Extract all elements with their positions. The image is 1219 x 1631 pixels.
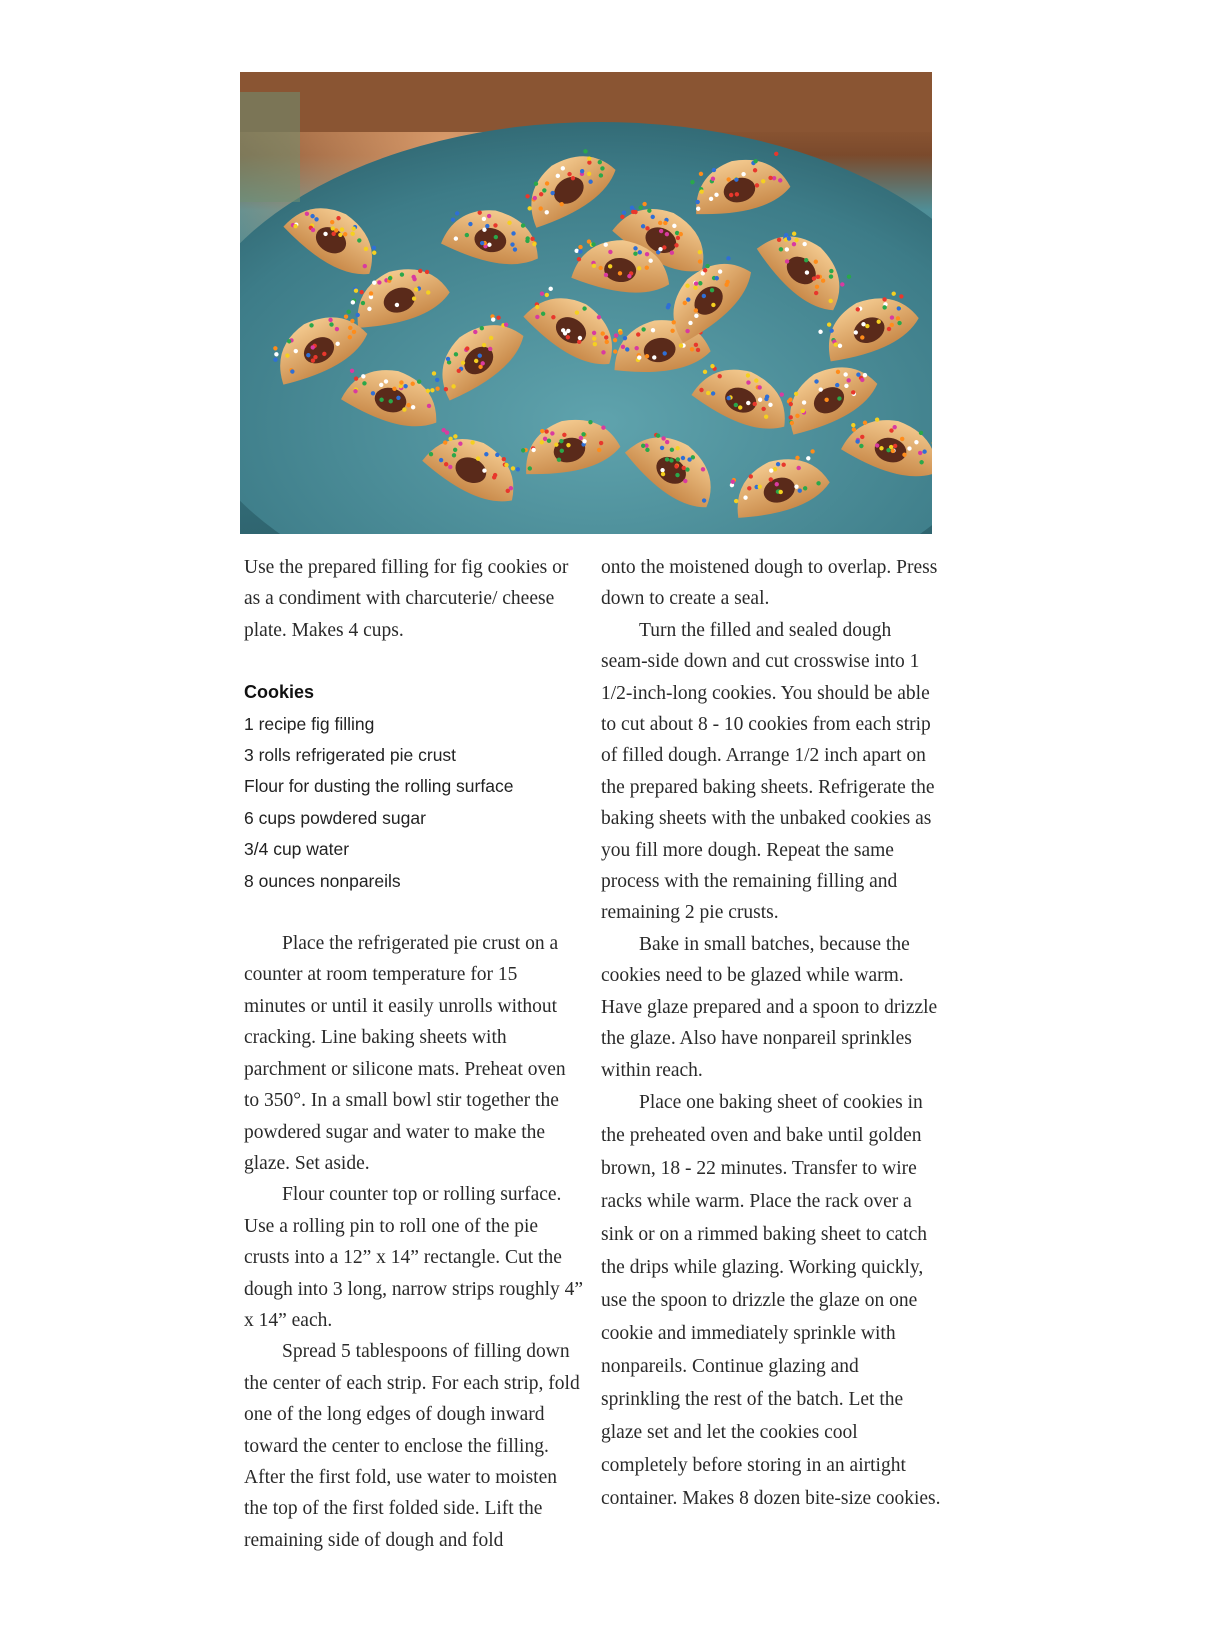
ingredient-item: 1 recipe fig filling xyxy=(244,713,375,734)
instruction-paragraph: Bake in small batches, because the cookies need to be glazed while warm. Have glaze prepared and a spoon to drizzle the glaze. Also have nonpareil sprinkles within reach. xyxy=(601,933,938,1081)
ingredient-item: 3/4 cup water xyxy=(244,839,350,860)
instruction-paragraph: Place one baking sheet of cookies in the preheated oven and bake until golden brown, 18 - 22 minutes. Transfer to wire racks while warm. Place the rack over a sink or on a rimmed baking sheet to catch the drips while glazing. Working quickly, use the spoon to drizzle the glaze on one cookie and immediately sprinkle with nonpareils. Continue glazing and sprinkling the rest of the batch. Let the glaze set and let the cookies cool completely before storing in an airtight container. Makes 8 dozen bite-size cookies. xyxy=(601,1091,941,1509)
cookie-photo-illustration xyxy=(240,72,932,534)
instruction-paragraph: onto the moistened dough to overlap. Press down to create a seal. xyxy=(601,557,938,610)
left-column xyxy=(244,552,584,1556)
ingredient-item: 8 ounces nonpareils xyxy=(244,870,401,891)
ingredient-item: Flour for dusting the rolling surface xyxy=(244,776,514,797)
cookies-heading: Cookies xyxy=(244,682,315,703)
instruction-paragraph: Place the refrigerated pie crust on a counter at room temperature for 15 minutes or until it easily unrolls without cracking. Line baking sheets with parchment or silicone mats. Preheat oven to 350°. In a small bowl stir together the powdered sugar and water to make the glaze. Set aside. xyxy=(244,933,566,1174)
ingredient-list xyxy=(244,709,584,897)
ingredient-item: 3 rolls refrigerated pie crust xyxy=(244,745,457,766)
intro-paragraph: Use the prepared filling for fig cookies or as a condiment with charcuterie/ cheese plate. Makes 4 cups. xyxy=(244,557,569,641)
ingredient-item: 6 cups powdered sugar xyxy=(244,807,426,828)
instruction-paragraph: Turn the filled and sealed dough seam-side down and cut crosswise into 1 1/2-inch-long cookies. You should be able to cut about 8 - 10 cookies from each strip of filled dough. Arrange 1/2 inch apart on the prepared baking sheets. Refrigerate the baking sheets with the unbaked cookies as you fill more dough. Repeat the same process with the remaining filling and remaining 2 pie crusts. xyxy=(601,619,935,924)
cookie-photo xyxy=(240,72,932,534)
right-column xyxy=(601,552,941,1515)
instruction-paragraph: Spread 5 tablespoons of filling down the center of each strip. For each strip, fold one of the long edges of dough inward toward the center to enclose the filling. After the first fold, use water to moisten the top of the first folded side. Lift the remaining side of dough and fold xyxy=(244,1341,580,1551)
instruction-paragraph: Flour counter top or rolling surface. Use a rolling pin to roll one of the pie crusts into a 12” x 14” rectangle. Cut the dough into 3 long, narrow strips roughly 4” x 14” each. xyxy=(244,1184,584,1331)
